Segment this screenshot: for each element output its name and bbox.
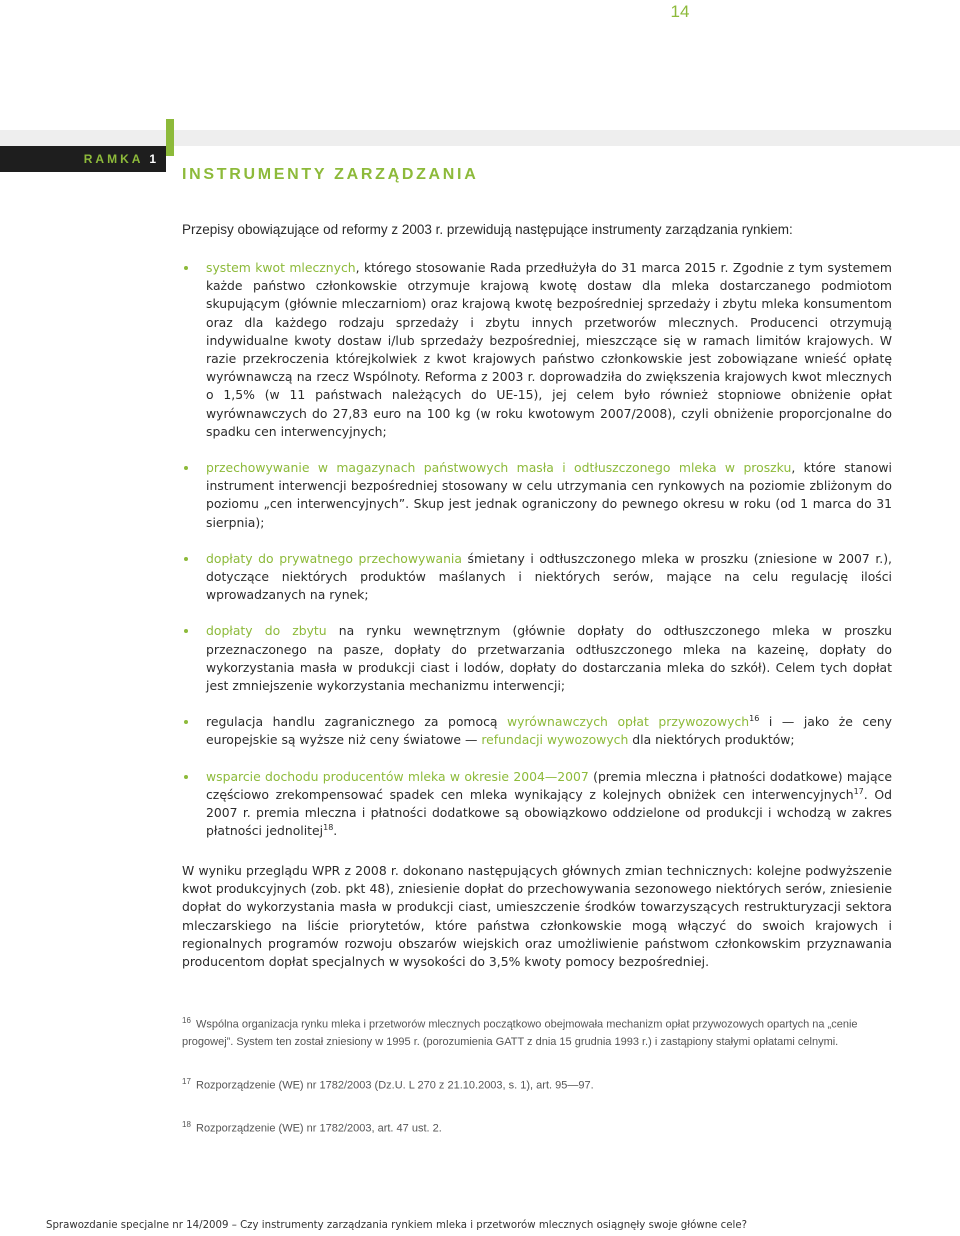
instrument-text: , które stanowi instrument interwencji bezpośredniej stosowany w celu utrzymania cen rynkowych na poziomie zbliżonym do poziomu „cen interwencyjnych”. Skup jest jednak ograniczony do pewnego okresu w roku (od 1 marca do 31 sierpnia); xyxy=(206,460,892,530)
footnote-number: 16 xyxy=(182,1016,191,1025)
footnote-ref: 18 xyxy=(323,823,334,833)
intro-text: Przepisy obowiązujące od reformy z 2003 r. przewidują następujące instrumenty zarządzania rynkiem: xyxy=(182,222,793,237)
instrument-text: , którego stosowanie Rada przedłużyła do 31 marca 2015 r. Zgodnie z tym systemem każde państwo członkowskie otrzymuje krajową kwotę dostaw dla mleka dostarczanego podmiotom skupującym (głównie mleczarniom) oraz krajową kwotę bezpośredniej sprzedaży i zbytu mleka konsumentom oraz dla każdego rodzaju sprzedaży i zbytu innych przetworów mlecznych. Producenci otrzymują indywidualne kwoty dostaw i/lub sprzedaży bezpośredniej, mieszczące się w ramach limitów krajowych. W razie przekroczenia którejkolwiek z kwot krajowych państwo członkowskie jest zobowiązane wnieść opłatę wyrównawczą na rzecz Wspólnoty. Reforma z 2003 r. doprowadziła do zwiększenia krajowych kwot mlecznych o 1,5% (w 11 państwach należących do UE-15), jej celem było również stopniowe obniżenie opłat wyrównawczych do 27,83 euro na 100 kg (w roku kwotowym 2007/2008), czyli obniżenie proporcjonalne do spadku cen interwencyjnych; xyxy=(206,260,892,439)
instrument-text: na rynku wewnętrznym (głównie dopłaty do odtłuszczonego mleka w proszku przeznaczonego na pasze, dopłaty do przetwarzania odtłuszczonego mleka na kazeinę, dopłaty do wykorzystania masła w produkcji ciast i lodów, dopłaty do dostarczania mleka do szkół). Celem tych dopłat jest zmniejszenie wykorzystania mechanizmu interwencji; xyxy=(206,623,893,694)
header-band xyxy=(0,130,960,146)
box-label-bar xyxy=(0,146,166,172)
footnote xyxy=(182,1116,882,1138)
footnote-text: Rozporządzenie (WE) nr 1782/2003 (Dz.U. L 270 z 21.10.2003, s. 1), art. 95—97. xyxy=(196,1079,594,1092)
instrument-term: przechowywanie w magazynach państwowych masła i odtłuszczonego mleka w proszku xyxy=(206,460,792,476)
instrument-term: wyrównawczych opłat przywozowych xyxy=(507,714,750,730)
footnote-ref: 17 xyxy=(853,786,864,796)
instrument-term: system kwot mlecznych xyxy=(206,260,356,275)
footnote-text: Wspólna organizacja rynku mleka i przetworów mlecznych początkowo obejmowała mechanizm opłat przywozowych opartych na „cenie progowej”. System ten został zniesiony w 1995 r. (porozumienia GATT z dnia 15 grudnia 1993 r.) i zastąpiony stałymi opłatami celnymi. xyxy=(182,1018,858,1048)
instrument-text: regulacja handlu zagranicznego za pomocą xyxy=(206,714,508,730)
instrument-text: . Od 2007 r. premia mleczna i płatności dodatkowe są obowiązkowo oddzielone od produkcji i wchodzą w zakres płatności jednolitej xyxy=(206,786,892,839)
instrument-list xyxy=(182,259,892,858)
list-item xyxy=(182,713,892,749)
instrument-text: śmietany i odtłuszczonego mleka w proszku (zniesione w 2007 r.), dotyczące niektórych produktów maślanych i niektórych serów, mające na celu regulację ilości wprowadzanych na rynek; xyxy=(206,550,893,603)
instrument-text: . xyxy=(333,823,338,839)
list-item xyxy=(182,550,892,605)
footnote xyxy=(182,1012,882,1051)
footnote-number: 18 xyxy=(182,1120,191,1130)
footnote-text: Rozporządzenie (WE) nr 1782/2003, art. 47 ust. 2. xyxy=(196,1122,442,1135)
instrument-text: dla niektórych produktów; xyxy=(628,732,795,748)
list-item xyxy=(182,259,892,441)
footnote xyxy=(182,1073,882,1095)
list-item xyxy=(182,622,892,695)
instrument-term: dopłaty do prywatnego przechowywania xyxy=(206,550,462,566)
box-number: 1 xyxy=(149,152,156,166)
box-label: RAMKA xyxy=(83,152,143,166)
instrument-term: dopłaty do zbytu xyxy=(206,623,327,639)
instrument-term: refundacji wywozowych xyxy=(481,732,629,748)
box-title: INSTRUMENTY ZARZĄDZANIA xyxy=(182,166,479,183)
instrument-text: i — jako że ceny europejskie są wyższe niż ceny światowe — xyxy=(206,714,893,748)
footnote-ref: 16 xyxy=(749,714,760,724)
footnotes xyxy=(182,1012,882,1160)
page-number: 14 xyxy=(670,2,690,21)
list-item xyxy=(182,459,892,532)
changes-paragraph: W wyniku przeglądu WPR z 2008 r. dokonano następujących głównych zmian technicznych: kolejne podwyższenie kwot produkcyjnych (zob. pkt 48), zniesienie dopłat do przechowywania sezonowego niektórych serów, zniesienie dopłat do wykorzystania masła w produkcji ciast, umieszczenie środków towarzyszących restrukturyzacji sektora mleczarskiego na liście priorytetów, które państwa członkowskie mogą włączyć do swoich krajowych i regionalnych programów rozwoju obszarów wiejskich oraz umożliwienie państwom członkowskim przyznawania producentom dopłat specjalnych w wysokości do 3,5% kwoty pomocy bezpośredniej. xyxy=(182,863,892,970)
instrument-text: (premia mleczna i płatności dodatkowe) mające częściowo zrekompensować spadek cen mleka wynikający z kolejnych obniżek cen interwencyjnych xyxy=(206,768,892,802)
list-item xyxy=(182,768,892,841)
footnote-number: 17 xyxy=(182,1076,191,1086)
page-footer: Sprawozdanie specjalne nr 14/2009 – Czy instrumenty zarządzania rynkiem mleka i przetworów mlecznych osiągnęły swoje główne cele? xyxy=(46,1220,748,1231)
accent-bar xyxy=(166,119,174,156)
instrument-term: wsparcie dochodu producentów mleka w okresie 2004—2007 xyxy=(206,768,589,784)
